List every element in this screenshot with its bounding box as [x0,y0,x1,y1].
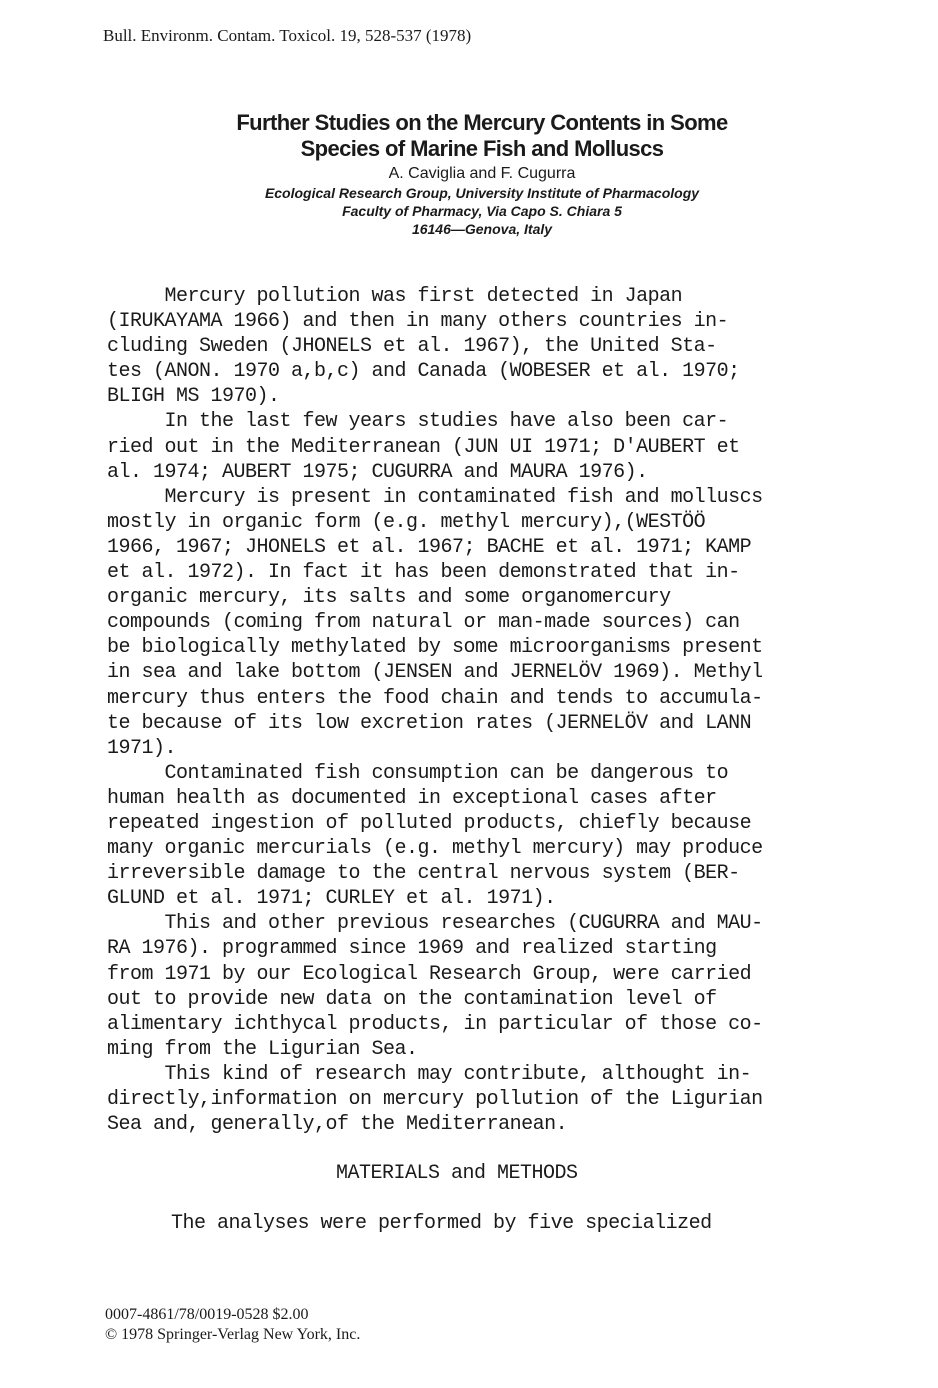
body-line: 1971). [107,736,177,760]
body-line: many organic mercurials (e.g. methyl mercury) may produce [107,837,763,861]
body-line: ried out in the Mediterranean (JUN UI 1971; D'AUBERT et [107,435,740,459]
body-line: (IRUKAYAMA 1966) and then in many others countries in- [107,310,729,334]
body-line: tes (ANON. 1970 a,b,c) and Canada (WOBESER et al. 1970; [107,360,740,384]
affiliation-line: 16146—Genova, Italy [411,221,553,237]
body-line: et al. 1972). In fact it has been demonstrated that in- [107,561,740,585]
body-line: 1966, 1967; JHONELS et al. 1967; BACHE et al. 1971; KAMP [107,535,752,559]
body-line: from 1971 by our Ecological Research Group, were carried [107,962,752,986]
body-line: human health as documented in exceptional cases after [107,786,717,810]
body-line: organic mercury, its salts and some organomercury [107,586,671,610]
body-line: al. 1974; AUBERT 1975; CUGURRA and MAURA 1976). [107,460,648,484]
title-line: Species of Marine Fish and Molluscs [300,136,664,161]
body-line: repeated ingestion of polluted products, chiefly because [107,811,752,835]
body-line: out to provide new data on the contamination level of [107,987,717,1011]
affiliation [26,184,938,238]
body-line: GLUND et al. 1971; CURLEY et al. 1971). [107,887,556,911]
body-line: compounds (coming from natural or man-made sources) can [107,611,740,635]
affiliation-line: Ecological Research Group, University Institute of Pharmacology [264,185,700,201]
body-line: In the last few years studies have also been car- [107,410,729,434]
body-line: BLIGH MS 1970). [107,385,280,409]
body-line: cluding Sweden (JHONELS et al. 1967), the United Sta- [107,335,717,359]
body-line: This kind of research may contribute, althought in- [107,1062,752,1086]
body-line: Mercury is present in contaminated fish and molluscs [107,485,763,509]
copyright-notice: © 1978 Springer-Verlag New York, Inc. [105,1326,361,1343]
body-line: te because of its low excretion rates (JERNELÖV and LANN [107,711,752,735]
body-line: directly,information on mercury pollution of the Ligurian [107,1088,763,1111]
section-heading: MATERIALS and METHODS [336,1162,578,1185]
authors: A. Caviglia and F. Cugurra [388,165,576,182]
body-line: irreversible damage to the central nervous system (BER- [107,862,740,886]
body-line: mercury thus enters the food chain and tends to accumula- [107,686,763,710]
title-line: Further Studies on the Mercury Contents in Some [236,110,728,135]
affiliation-line: Faculty of Pharmacy, Via Capo S. Chiara 5 [342,203,622,219]
body-line: RA 1976). programmed since 1969 and realized starting [107,937,717,961]
body-line: This and other previous researches (CUGURRA and MAU- [107,912,763,936]
body-line: Mercury pollution was first detected in Japan [107,285,683,308]
body-line: mostly in organic form (e.g. methyl mercury),(WESTÖÖ [107,510,706,534]
methods-first-line: The analyses were performed by five specialized [171,1212,712,1235]
body-line: alimentary ichthycal products, in particular of those co- [107,1012,763,1036]
article-body [107,284,847,1137]
article-header [0,110,938,238]
body-line: ming from the Ligurian Sea. [107,1037,418,1061]
body-line: be biologically methylated by some microorganisms present [107,636,763,660]
issn-price: 0007-4861/78/0019-0528 $2.00 [105,1306,309,1323]
copyright-footer [105,1305,360,1345]
body-line: Contaminated fish consumption can be dangerous to [107,761,729,785]
body-line: Sea and, generally,of the Mediterranean. [107,1113,568,1137]
body-line: in sea and lake bottom (JENSEN and JERNELÖV 1969). Methyl [107,661,763,685]
journal-citation: Bull. Environm. Contam. Toxicol. 19, 528-537 (1978) [103,26,472,45]
article-title [26,110,938,162]
